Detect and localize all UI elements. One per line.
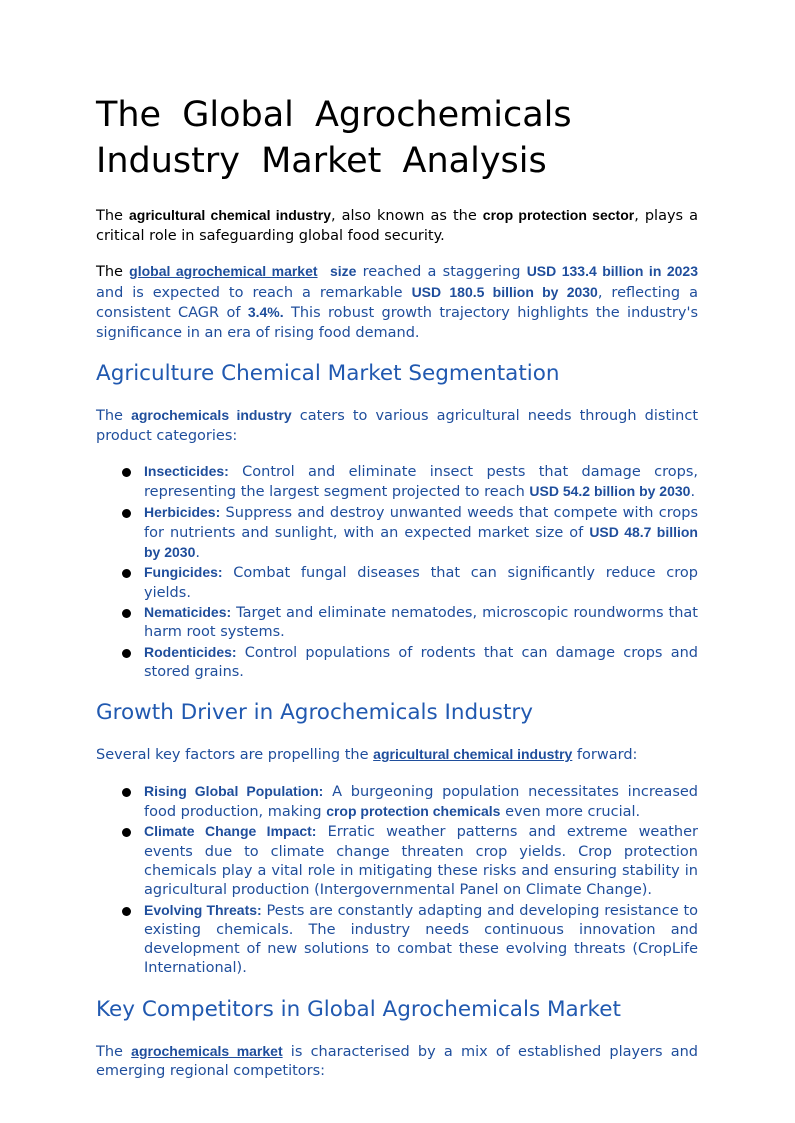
section-heading-growth-driver: Growth Driver in Agrochemicals Industry	[96, 700, 533, 726]
list-item: Herbicides: Suppress and destroy unwanted weeds that compete with crops for nutrients and sunlight, with an expected market size of USD 48.7 billion by 2030.	[96, 503, 698, 564]
growth-driver-list	[96, 782, 698, 979]
list-item: Insecticides: Control and eliminate insect pests that damage crops, representing the largest segment projected to reach USD 54.2 billion by 2030.	[96, 462, 698, 503]
intro-paragraph-1: The agricultural chemical industry, also known as the crop protection sector, plays a critical role in safeguarding global food security.	[96, 207, 698, 244]
list-item: Nematicides: Target and eliminate nematodes, microscopic roundworms that harm root systems.	[96, 603, 698, 643]
section-heading-key-competitors: Key Competitors in Global Agrochemicals Market	[96, 996, 621, 1022]
document-body	[96, 92, 698, 1082]
list-item: Climate Change Impact: Erratic weather patterns and extreme weather events due to climate change threaten crop yields. Crop protection chemicals play a vital role in mitigating these risks and ensuring stability in agricultural production (Intergovernmental Panel on Climate Change).	[96, 822, 698, 900]
growth-driver-intro: Several key factors are propelling the agricultural chemical industry forward:	[96, 746, 638, 764]
page-title: The Global Agrochemicals Industry Market Analysis	[96, 95, 572, 181]
list-item: Rodenticides: Control populations of rodents that can damage crops and stored grains.	[96, 643, 698, 683]
intro-paragraph-2: The global agrochemical market size reached a staggering USD 133.4 billion in 2023 and is expected to reach a remarkable USD 180.5 billion by 2030, reflecting a consistent CAGR of 3.4%. This robust growth trajectory highlights the industry's significance in an era of rising food demand.	[96, 263, 699, 341]
bold-figure: USD 180.5 billion by 2030	[411, 283, 598, 300]
list-item: Evolving Threats: Pests are constantly adapting and developing resistance to existing chemicals. The industry needs continuous innovation and development of new solutions to combat these evolving threats (CropLife International).	[96, 901, 698, 979]
key-competitors-intro: The agrochemicals market is characterised by a mix of established players and emerging regional competitors:	[96, 1042, 699, 1080]
bold-term: agrochemicals industry	[131, 407, 292, 423]
bold-figure: USD 133.4 billion in 2023	[526, 263, 699, 279]
global-agrochemical-market-link[interactable]: global agrochemical market	[129, 263, 318, 279]
bold-term: size	[329, 263, 357, 279]
section-heading-segmentation: Agriculture Chemical Market Segmentation	[96, 361, 560, 386]
list-item: Fungicides: Combat fungal diseases that can significantly reduce crop yields.	[96, 563, 698, 603]
bold-term: crop protection sector	[482, 207, 635, 223]
bold-term: agricultural chemical industry	[129, 207, 331, 223]
bold-figure: 3.4%.	[247, 304, 284, 320]
agrochemicals-market-link[interactable]: agrochemicals market	[131, 1042, 283, 1059]
segmentation-list	[96, 462, 698, 682]
segmentation-intro: The agrochemicals industry caters to various agricultural needs through distinct product categories:	[96, 407, 699, 444]
agricultural-chemical-industry-link[interactable]: agricultural chemical industry	[373, 746, 573, 763]
list-item: Rising Global Population: A burgeoning population necessitates increased food production, making crop protection chemicals even more crucial.	[96, 782, 698, 823]
